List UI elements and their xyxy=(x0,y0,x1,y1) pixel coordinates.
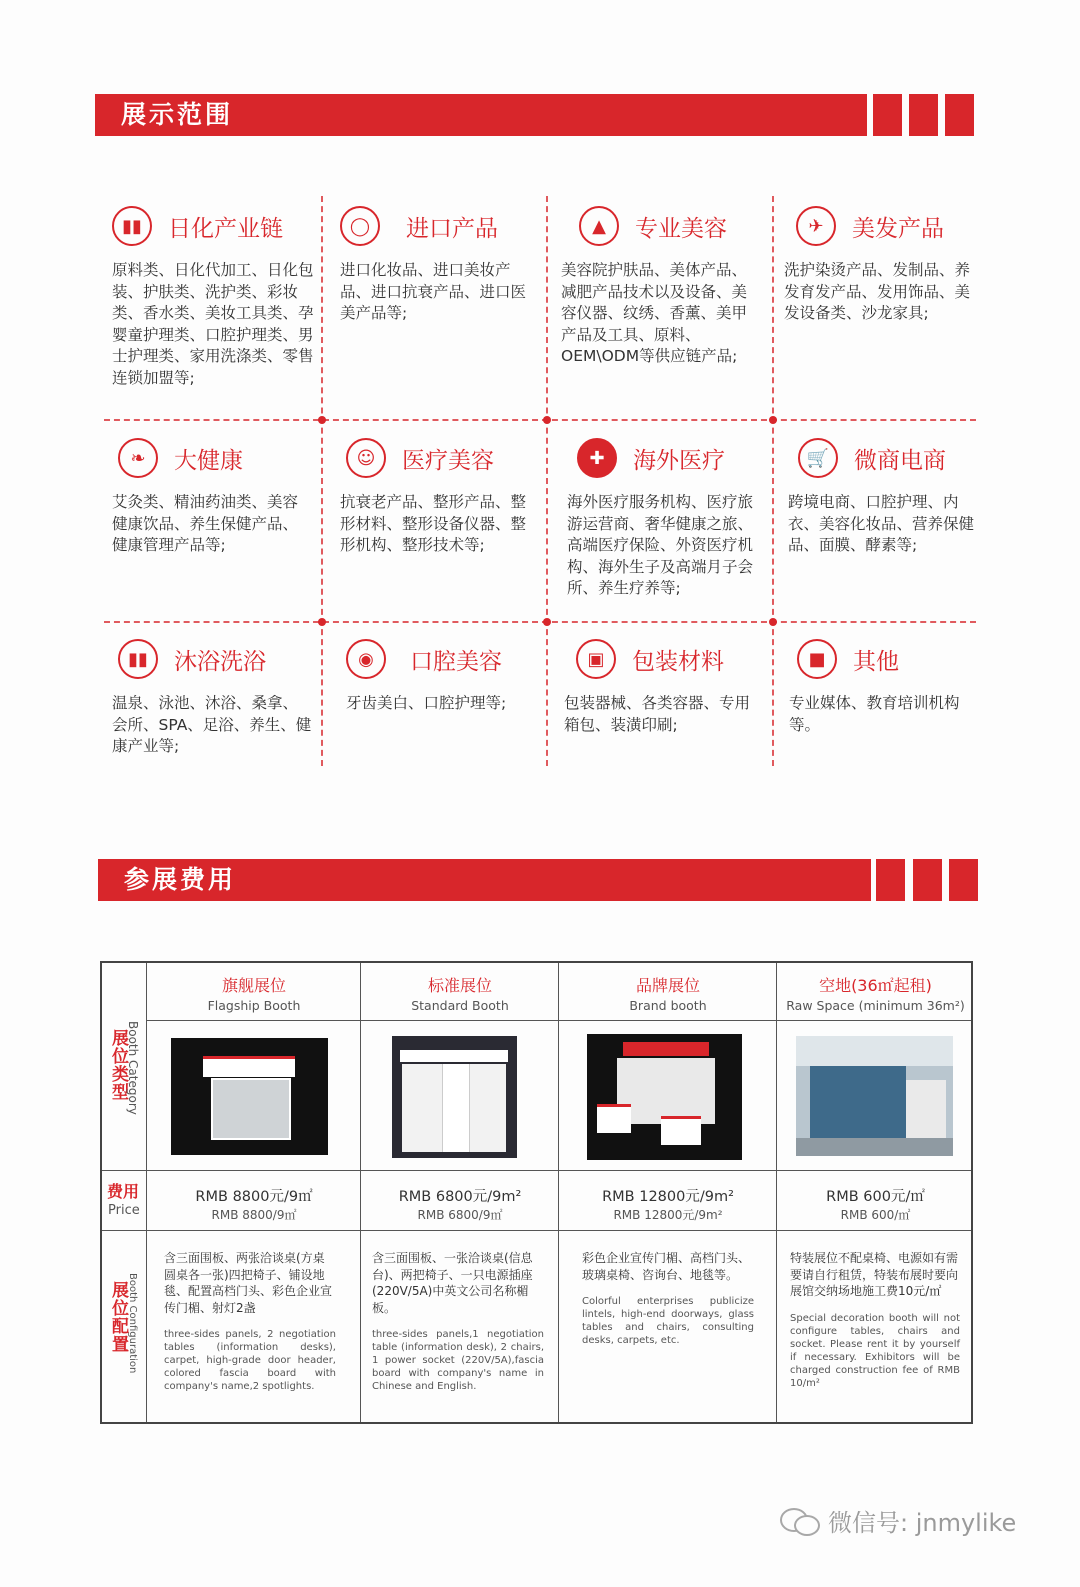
config-zh: 彩色企业宣传门楣、高档门头、玻璃桌椅、咨询台、地毯等。 xyxy=(582,1251,751,1282)
shower-gel-icon: ▮▮ xyxy=(118,639,158,679)
category-cell xyxy=(340,436,540,557)
config-cell xyxy=(790,1250,960,1390)
raw-space-photo xyxy=(796,1036,953,1156)
booth-header xyxy=(362,973,558,1013)
category-cell xyxy=(112,436,307,557)
category-desc: 美容院护肤品、美体产品、减肥产品技术以及设备、美容仪器、纹绣、香薰、美甲产品及工具、原料、OEM\ODM等供应链产品; xyxy=(561,261,748,366)
table-divider xyxy=(146,963,147,1422)
grid-dot xyxy=(543,416,551,424)
price-main: RMB 8800元/9㎡ xyxy=(195,1189,313,1205)
booth-title-zh: 空地(36㎡起租) xyxy=(819,976,932,995)
booth-header xyxy=(778,973,973,1013)
booth-title-zh: 品牌展位 xyxy=(635,976,700,995)
category-desc: 专业媒体、教育培训机构等。 xyxy=(789,694,960,734)
price-main: RMB 6800元/9m² xyxy=(398,1189,522,1205)
category-cell xyxy=(784,204,979,325)
standard-booth-photo xyxy=(392,1036,517,1158)
table-divider xyxy=(102,1230,971,1231)
grid-divider xyxy=(104,621,976,623)
category-desc: 包装器械、各类容器、专用箱包、装潢印刷; xyxy=(564,694,751,734)
booth-header xyxy=(148,973,360,1013)
video-camera-icon: ■ xyxy=(797,639,837,679)
table-divider xyxy=(558,963,559,1422)
category-desc: 跨境电商、口腔护理、内衣、美容化妆品、营养保健品、面膜、酵素等; xyxy=(788,493,975,555)
table-divider xyxy=(776,963,777,1422)
banner-block xyxy=(876,859,905,901)
category-desc: 温泉、泳池、沐浴、桑拿、会所、SPA、足浴、养生、健康产业等; xyxy=(112,694,312,756)
category-name: 日化产业链 xyxy=(168,215,283,242)
category-cell xyxy=(346,637,541,715)
category-cell xyxy=(564,637,759,736)
category-desc: 海外医疗服务机构、医疗旅游运营商、奢华健康之旅、高端医疗保险、外资医疗机构、海外生子及高端月子会所、养生疗养等; xyxy=(567,493,754,598)
booth-title-en: Standard Booth xyxy=(411,998,509,1013)
price-cell xyxy=(778,1185,973,1223)
watermark xyxy=(780,1500,1016,1540)
booth-title-zh: 标准展位 xyxy=(427,976,492,995)
package-bag-icon: ▣ xyxy=(576,639,616,679)
price-sub: RMB 6800/9㎡ xyxy=(417,1208,503,1222)
grid-dot xyxy=(543,618,551,626)
category-name: 微商电商 xyxy=(854,447,946,474)
price-main: RMB 600元/㎡ xyxy=(826,1189,925,1205)
lips-icon: ◉ xyxy=(346,639,386,679)
booth-header xyxy=(560,973,776,1013)
category-desc: 进口化妆品、进口美妆产品、进口抗衰产品、进口医美产品等; xyxy=(340,261,527,323)
row-label-config: 展位配置 xyxy=(108,1281,128,1353)
table-divider xyxy=(146,1020,971,1021)
category-name: 专业美容 xyxy=(635,215,727,242)
config-en: three-sides panels, 2 negotiation tables (information desks), carpet, high-grade door header, colored fascia board with company's name,2 spotlights. xyxy=(164,1329,336,1392)
category-name: 医疗美容 xyxy=(402,447,494,474)
category-desc: 抗衰老产品、整形产品、整形材料、整形设备仪器、整形机构、整形技术等; xyxy=(340,493,527,555)
table-divider xyxy=(360,963,361,1422)
category-cell xyxy=(789,637,981,736)
category-name: 口腔美容 xyxy=(410,648,502,675)
face-icon: ☺ xyxy=(346,438,386,478)
medical-kit-icon: ✚ xyxy=(577,438,617,478)
grid-dot xyxy=(318,416,326,424)
table-divider xyxy=(102,1170,971,1171)
flagship-booth-photo xyxy=(171,1038,328,1155)
grid-dot xyxy=(769,618,777,626)
row-label-category: 展位类型 xyxy=(108,1029,128,1101)
booth-title-en: Brand booth xyxy=(629,998,707,1013)
category-desc: 原料类、日化代加工、日化包装、护肤类、洗护类、彩妆类、香水类、美妆工具类、孕婴童护理类、口腔护理类、男士护理类、家用洗涤类、零售连锁加盟等; xyxy=(112,261,314,387)
watermark-text: 微信号: jnmylike xyxy=(828,1508,1017,1537)
price-cell xyxy=(148,1185,360,1223)
config-cell xyxy=(164,1250,336,1393)
config-en: three-sides panels,1 negotiation table (information desk), 2 chairs, 1 power socket (220V/5A),fascia board with company's name in Chinese and English. xyxy=(372,1329,544,1392)
category-desc: 洗护染烫产品、发制品、养发育发产品、发用饰品、美发设备类、沙龙家具; xyxy=(784,261,971,323)
section-banner-scope xyxy=(95,94,975,136)
price-main: RMB 12800元/9m² xyxy=(602,1189,734,1205)
config-en: Special decoration booth will not configure tables, chairs and socket. Please rent it by yourself if necessary. Exhibitors will be charged construction fee of RMB 10/m² xyxy=(790,1312,960,1389)
category-name: 包装材料 xyxy=(632,648,724,675)
grid-divider xyxy=(104,419,976,421)
category-name: 美发产品 xyxy=(852,215,944,242)
category-name: 海外医疗 xyxy=(633,447,725,474)
category-name: 其他 xyxy=(853,648,899,675)
mirror-icon: ◯ xyxy=(340,206,380,246)
category-cell xyxy=(112,204,317,390)
banner-block xyxy=(909,94,938,136)
brand-booth-photo xyxy=(587,1034,742,1160)
banner-block xyxy=(873,94,902,136)
config-zh: 特装展位不配桌椅、电源如有需要请自行租赁，特装布展时要向展馆交纳场地施工费10元/㎡ xyxy=(790,1251,959,1298)
grid-divider xyxy=(772,196,774,766)
row-label-price: 费用 xyxy=(107,1182,140,1201)
config-en: Colorful enterprises publicize lintels, high-end doorways, glass tables and chairs, consulting desks, carpets, etc. xyxy=(582,1296,754,1346)
section-title-scope: 展示范围 xyxy=(121,100,234,129)
row-label-category-en: Booth Category xyxy=(126,1021,140,1115)
category-name: 沐浴洗浴 xyxy=(174,648,266,675)
price-cell xyxy=(362,1185,558,1223)
banner-block xyxy=(945,94,974,136)
section-title-fees: 参展费用 xyxy=(124,865,237,894)
grid-dot xyxy=(769,416,777,424)
category-desc: 艾灸类、精油药油类、美容健康饮品、养生保健产品、健康管理产品等; xyxy=(112,493,299,555)
banner-block xyxy=(913,859,942,901)
category-name: 进口产品 xyxy=(406,215,498,242)
booth-title-en: Flagship Booth xyxy=(207,998,301,1013)
leaf-icon: ❧ xyxy=(118,438,158,478)
category-name: 大健康 xyxy=(174,447,243,474)
wechat-logo-icon xyxy=(780,1506,820,1534)
shopping-cart-icon: 🛒 xyxy=(798,438,838,478)
grid-divider xyxy=(546,196,548,766)
hair-dryer-icon: ✈ xyxy=(796,206,836,246)
cosmetics-bottles-icon: ▮▮ xyxy=(112,206,152,246)
category-cell xyxy=(567,436,765,600)
category-cell xyxy=(788,436,980,557)
row-label-config-en: Booth Configuration xyxy=(127,1273,138,1374)
config-cell xyxy=(372,1250,544,1393)
category-cell xyxy=(561,204,761,368)
row-label-price-en: Price xyxy=(108,1203,140,1218)
price-cell xyxy=(560,1185,776,1223)
config-zh: 含三面围板、两张洽谈桌(方桌圆桌各一张)四把椅子、铺设地毯、配置高档门头、彩色企业宣传门楣、射灯2盏 xyxy=(164,1251,333,1315)
category-cell xyxy=(112,637,312,758)
category-desc: 牙齿美白、口腔护理等; xyxy=(346,694,507,712)
price-sub: RMB 600/㎡ xyxy=(840,1208,911,1222)
config-zh: 含三面围板、一张洽谈桌(信息台)、两把椅子、一只电源插座(220V/5A)中英文公司名称楣板。 xyxy=(372,1251,533,1315)
price-sub: RMB 12800元/9m² xyxy=(613,1208,723,1222)
config-cell xyxy=(582,1250,754,1347)
grid-dot xyxy=(318,618,326,626)
nail-polish-icon: ▲ xyxy=(579,206,619,246)
grid-divider xyxy=(321,196,323,766)
booth-title-en: Raw Space (minimum 36m²) xyxy=(786,998,965,1013)
section-banner-fees xyxy=(98,859,978,901)
banner-block xyxy=(949,859,978,901)
booth-title-zh: 旗舰展位 xyxy=(221,976,286,995)
price-sub: RMB 8800/9㎡ xyxy=(211,1208,297,1222)
category-cell xyxy=(340,204,535,325)
fee-table xyxy=(100,961,973,1424)
